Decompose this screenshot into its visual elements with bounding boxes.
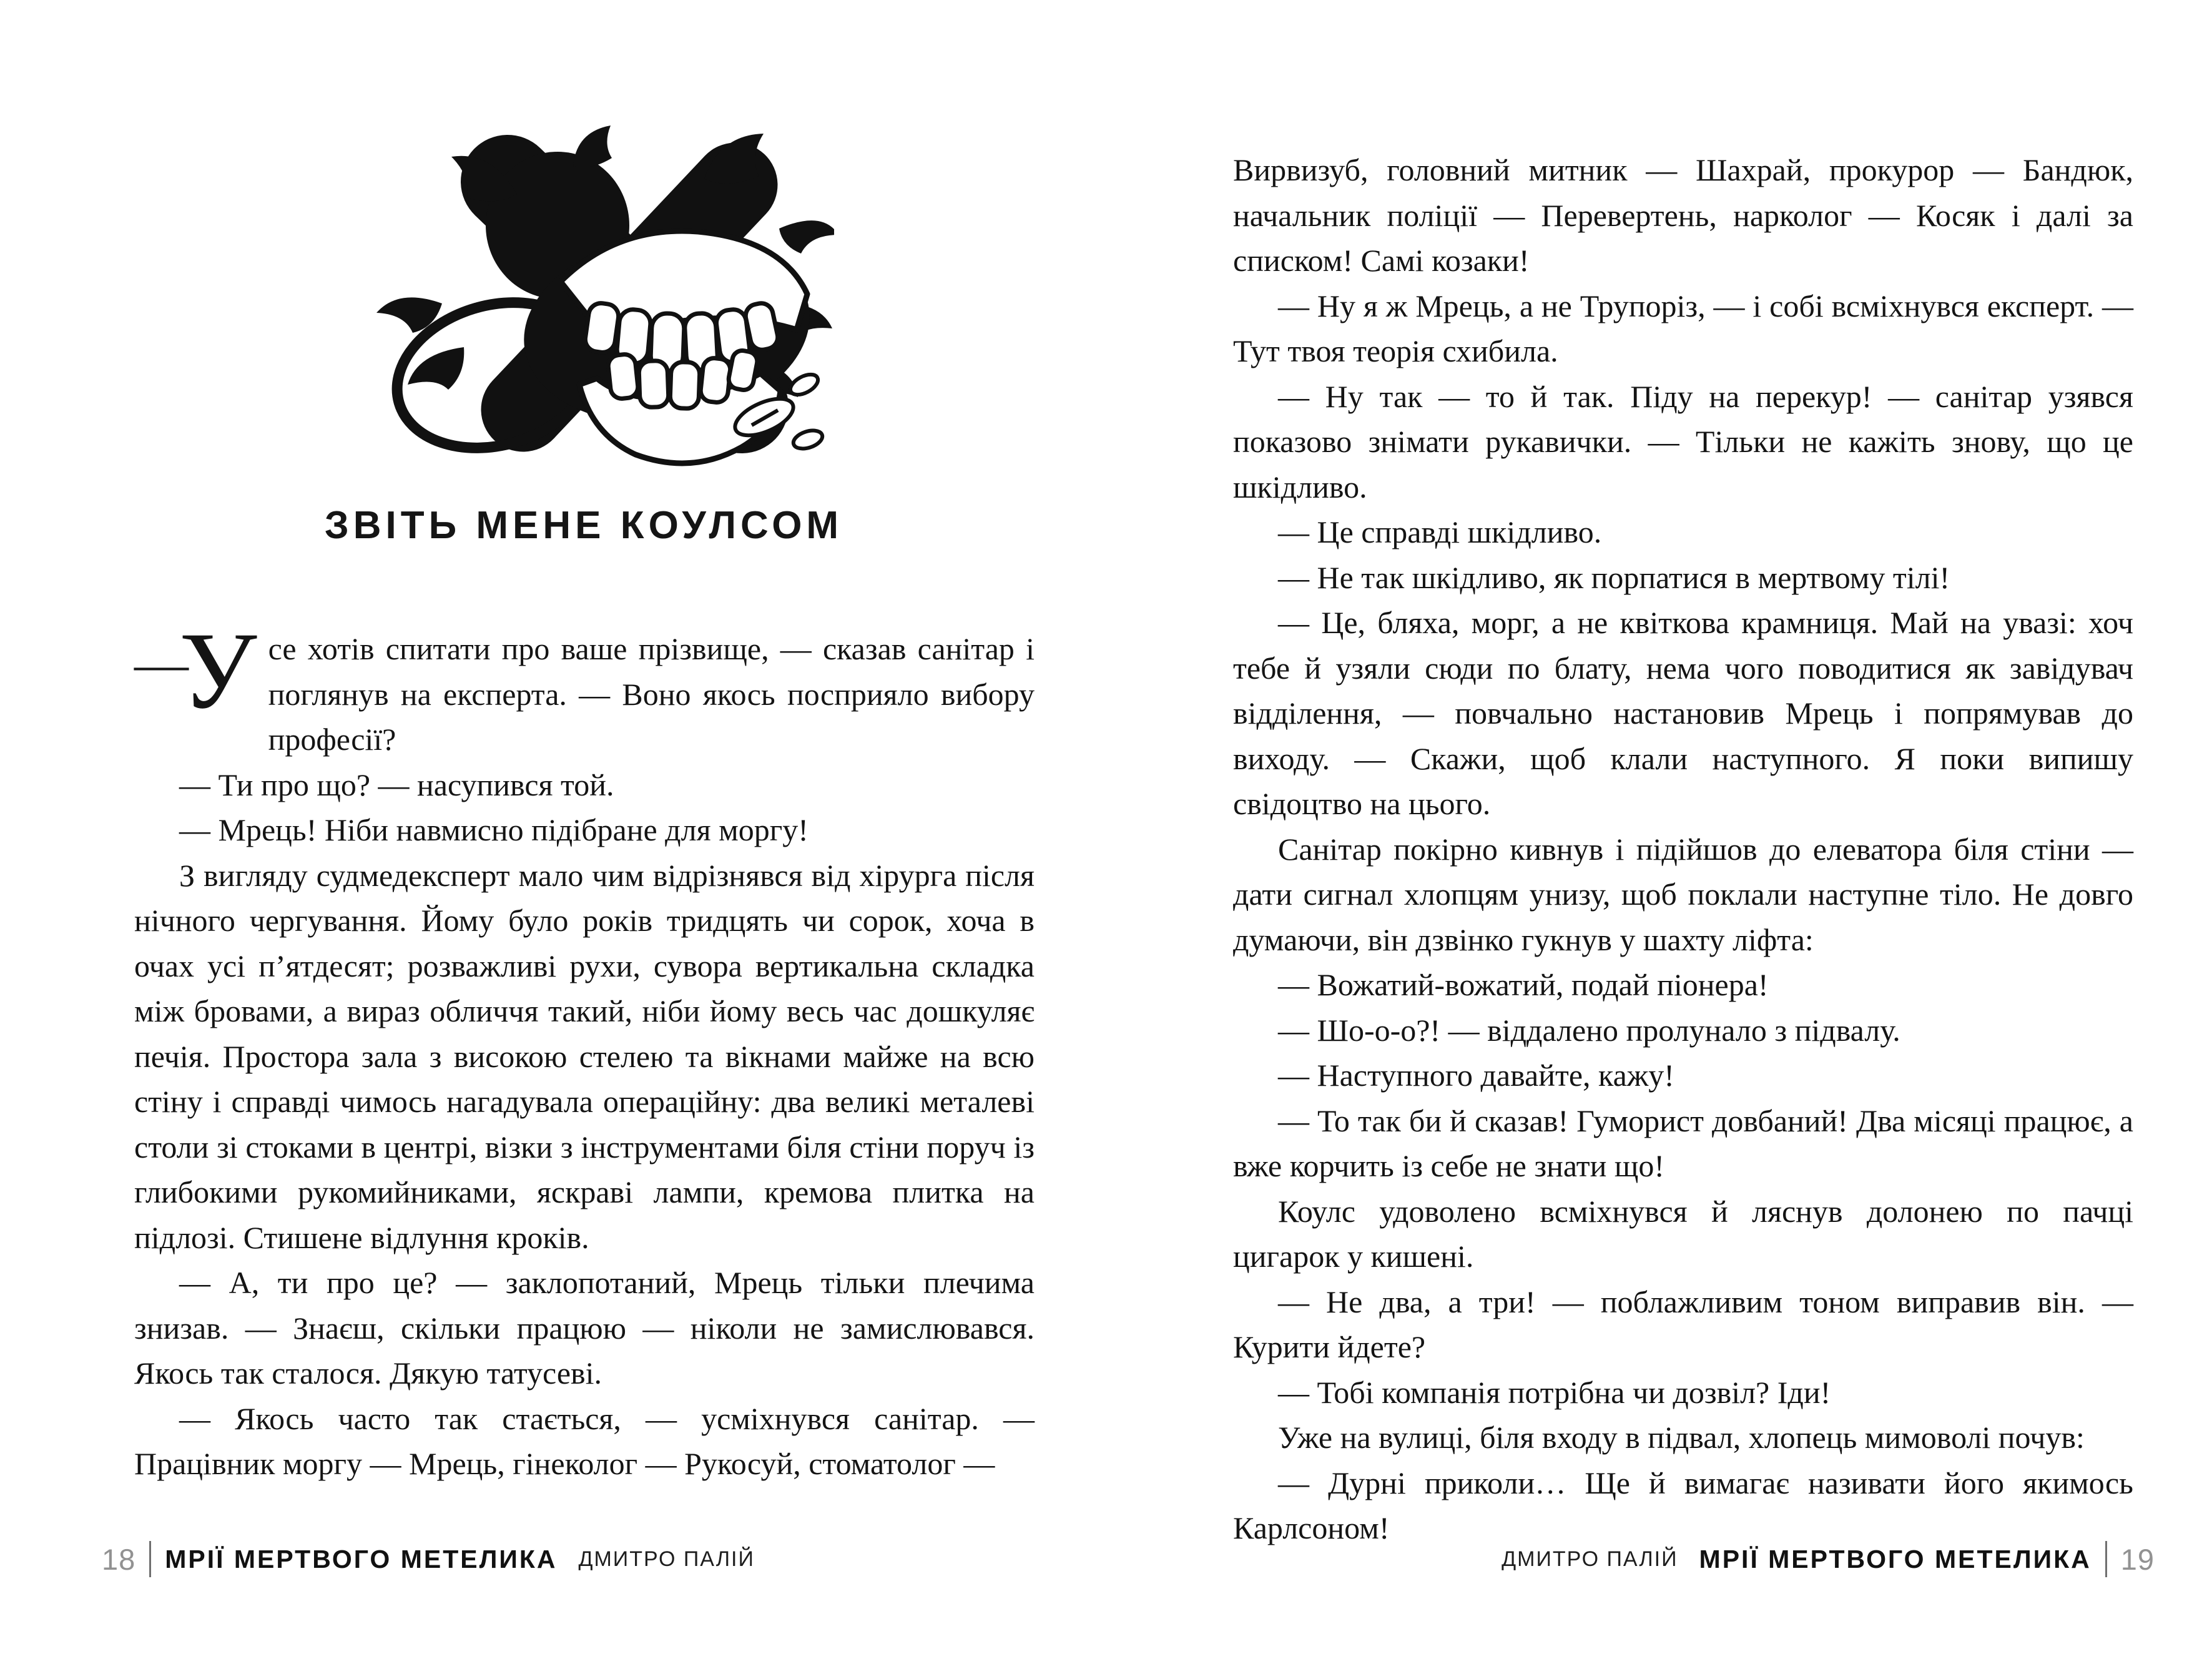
footer-divider (149, 1541, 151, 1577)
chapter-title: ЗВІТЬ МЕНЕ КОУЛСОМ (324, 504, 843, 547)
paragraph: — Дурні приколи… Ще й вимагає називати його якимось Карлсоном! (1233, 1465, 2133, 1545)
paragraph: — Ну я ж Мрець, а не Трупоріз, — і собі всміхнувся експерт. — Тут твоя теорія схибила. (1233, 288, 2133, 368)
paragraph: Уже на вулиці, біля входу в підвал, хлопець мимоволі почув: (1278, 1420, 2085, 1455)
paragraph: — Ти про що? — насупився той. (179, 767, 614, 802)
running-author: ДМИТРО ПАЛІЙ (578, 1547, 755, 1571)
paragraph: З вигляду судмедексперт мало чим відрізнявся від хірурга після нічного чергування. Йому було років тридцять чи сорок, хоча в очах усі п’ятдесят; розважливі рухи, сувора вертикальна складка між бровами, а вираз обличчя такий, ніби йому весь час дошкуляє печія. Простора зала з високою стелею та вікнами майже на всю стіну і справді чимось нагадувала операційну: два великі металеві столи зі стоками в центрі, візки з інструментами біля стіни поруч із глибокими рукомийниками, яскраві лампи, кремова плитка на підлозі. Стишене відлуння кроків. (134, 857, 1035, 1255)
paragraph: Вирвизуб, головний митник — Шахрай, прокурор — Бандюк, начальник поліції — Перевертень, нарколог — Косяк і далі за списком! Самі козаки! (1233, 152, 2133, 278)
drop-cap-letter: У (179, 610, 257, 732)
opening-dash: — (134, 645, 189, 686)
skull-jaws-rope-leaves-pills-illustration-icon (367, 122, 834, 476)
paragraph: — Якось часто так стається, — усміхнувся санітар. — Працівник моргу — Мрець, гінеколог — Рукосуй, стоматолог — (134, 1401, 1035, 1481)
paragraph: — Це, бляха, морг, а не квіткова крамниця. Май на увазі: хоч тебе й узяли сюди по блату, нема чого поводитися як завідувач відділення, — повчально настановив Мрець і попрямував до виходу. — Скажи, щоб клали наступного. Я поки випишу свідоцтво на цього. (1233, 605, 2133, 821)
paragraph: — То так би й сказав! Гуморист довбаний! Два місяці працює, а вже корчить із себе не знати що! (1233, 1103, 2133, 1183)
paragraph: — Ну так — то й так. Піду на перекур! — санітар узявся показово знімати рукавички. — Тільки не кажіть знову, що це шкідливо. (1233, 378, 2133, 505)
right-page-footer (1502, 1541, 2155, 1577)
paragraph: Санітар покірно кивнув і підійшов до елеватора біля стіни — дати сигнал хлопцям унизу, щоб поклали наступне тіло. Не довго думаючи, він дзвінко гукнув у шахту ліфта: (1233, 831, 2133, 957)
paragraph: — Тобі компанія потрібна чи дозвіл? Іди! (1278, 1374, 1831, 1410)
paragraph (134, 610, 1035, 762)
paragraph: — А, ти про це? — заклопотаний, Мрець тільки плечима знизав. — Знаєш, скільки працюю — ніколи не замислювався. Якось так сталося. Дякую татусеві. (134, 1265, 1035, 1391)
paragraph: — Вожатий-вожатий, подай піонера! (1278, 967, 1769, 1002)
footer-divider (2105, 1541, 2107, 1577)
paragraph: — Мрець! Ніби навмисно підібране для моргу! (179, 812, 809, 847)
page-number: 19 (2120, 1542, 2155, 1576)
paragraph: — Не так шкідливо, як порпатися в мертвому тілі! (1278, 559, 1950, 595)
left-page-text-column (134, 610, 1035, 1550)
running-author: ДМИТРО ПАЛІЙ (1502, 1547, 1678, 1571)
running-book-title: МРІЇ МЕРТВОГО МЕТЕЛИКА (1699, 1544, 2092, 1573)
drop-cap-block (134, 610, 257, 732)
right-page-text-column (1233, 147, 2133, 1546)
paragraph: — Наступного давайте, кажу! (1278, 1058, 1674, 1093)
paragraph: — Шо-о-о?! — віддалено пролунало з підвалу. (1278, 1012, 1900, 1048)
paragraph: Коулс удоволено всміхнувся й ляснув долонею по пачці цигарок у кишені. (1233, 1193, 2133, 1274)
paragraph: — Це справді шкідливо. (1278, 514, 1602, 549)
running-book-title: МРІЇ МЕРТВОГО МЕТЕЛИКА (165, 1544, 558, 1573)
paragraph-text: се хотів спитати про ваше прізвище, — сказав санітар і поглянув на експерта. — Воно якось посприяло вибору професії? (268, 631, 1035, 757)
paragraph: — Не два, а три! — поблажливим тоном виправив він. — Курити йдете? (1233, 1284, 2133, 1364)
left-page-footer (102, 1541, 755, 1577)
page-number: 18 (102, 1542, 136, 1576)
